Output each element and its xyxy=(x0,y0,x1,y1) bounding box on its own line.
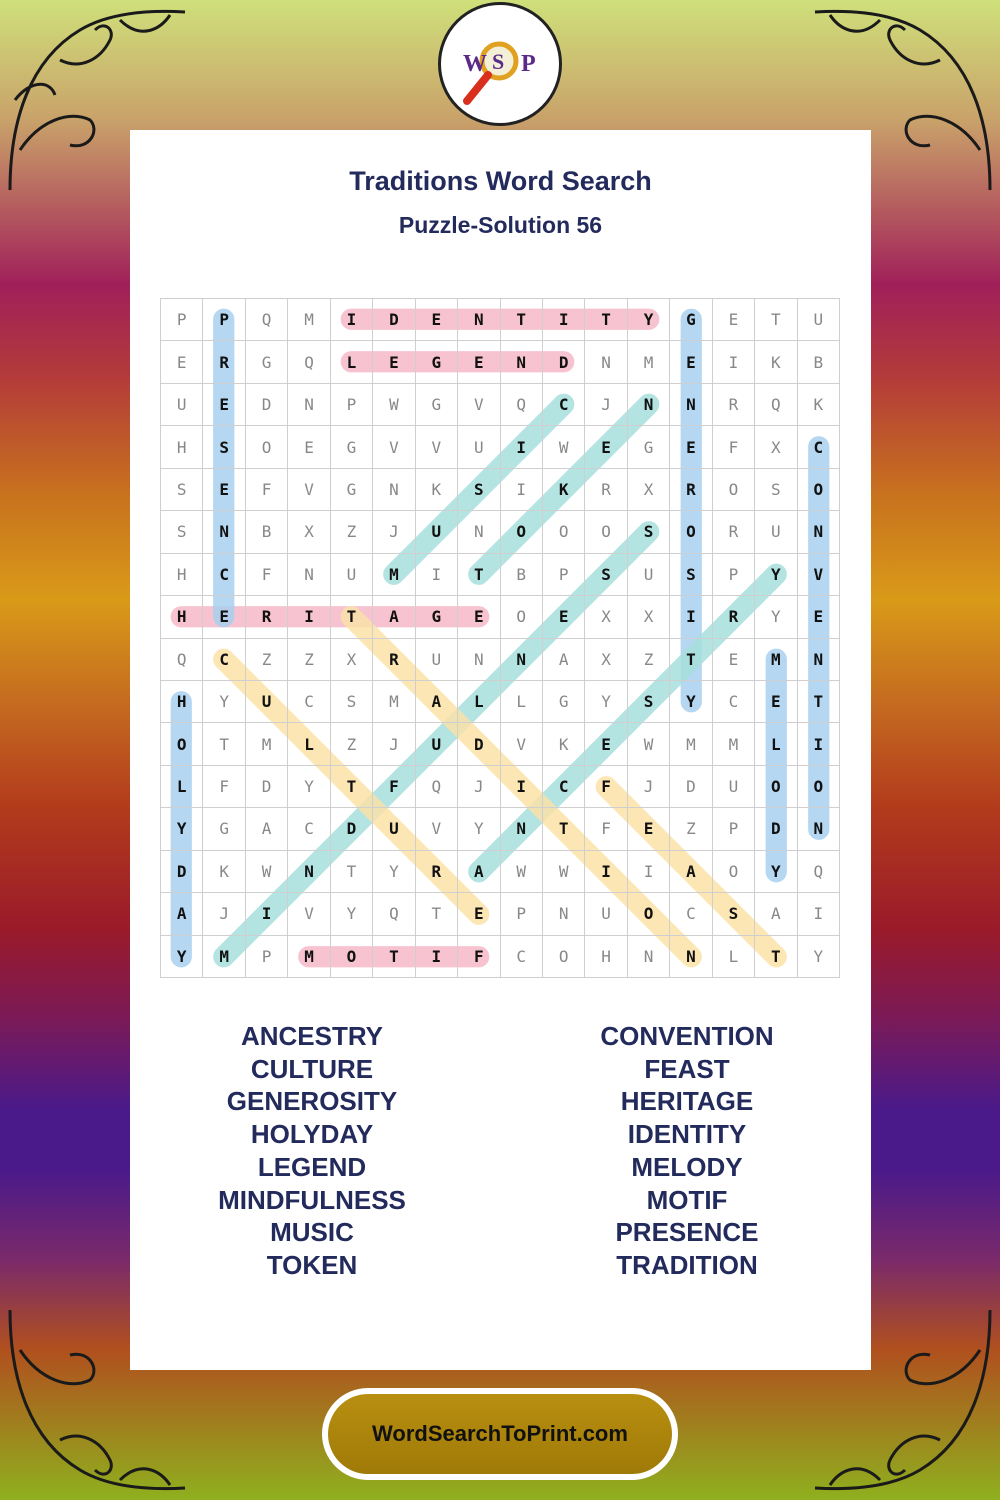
grid-cell: V xyxy=(798,554,840,596)
grid-cell: I xyxy=(543,299,585,341)
grid-cell: U xyxy=(161,384,203,426)
grid-cell: R xyxy=(713,384,755,426)
grid-cell: E xyxy=(585,723,627,765)
grid-cell: L xyxy=(755,723,797,765)
grid-cell: X xyxy=(628,469,670,511)
grid-cell: R xyxy=(203,341,245,383)
grid-cell: P xyxy=(203,299,245,341)
grid-cell: H xyxy=(161,596,203,638)
grid-cell: N xyxy=(458,639,500,681)
grid-cell: N xyxy=(458,299,500,341)
word-list-item: ANCESTRY xyxy=(240,1021,384,1051)
grid-cell: U xyxy=(416,511,458,553)
grid-cell: J xyxy=(203,893,245,935)
grid-cell: K xyxy=(543,469,585,511)
grid-cell: B xyxy=(798,341,840,383)
grid-cell: L xyxy=(501,681,543,723)
grid-cell: G xyxy=(246,341,288,383)
grid-cell: T xyxy=(416,893,458,935)
grid-cell: T xyxy=(501,299,543,341)
grid-cell: Q xyxy=(161,639,203,681)
grid-cell: X xyxy=(755,426,797,468)
grid-cell: D xyxy=(161,851,203,893)
grid-cell: I xyxy=(501,469,543,511)
grid-cell: S xyxy=(161,511,203,553)
grid-cell: L xyxy=(713,936,755,978)
grid-cell: D xyxy=(670,766,712,808)
grid-cell: F xyxy=(458,936,500,978)
grid-cell: Y xyxy=(755,596,797,638)
grid-cell: P xyxy=(713,808,755,850)
grid-cell: Q xyxy=(416,766,458,808)
grid-cell: I xyxy=(501,766,543,808)
grid-cell: V xyxy=(288,469,330,511)
word-list-item: CONVENTION xyxy=(600,1021,774,1051)
grid-cell: U xyxy=(373,808,415,850)
grid-cell: S xyxy=(458,469,500,511)
grid-cell: U xyxy=(798,299,840,341)
grid-cell: L xyxy=(458,681,500,723)
grid-cell: H xyxy=(585,936,627,978)
page-title: Traditions Word Search xyxy=(349,166,652,196)
grid-cell: E xyxy=(628,808,670,850)
grid-cell: E xyxy=(713,639,755,681)
grid-cell: U xyxy=(713,766,755,808)
grid-cell: E xyxy=(416,299,458,341)
grid-cell: N xyxy=(458,511,500,553)
grid-cell: O xyxy=(331,936,373,978)
grid-cell: E xyxy=(755,681,797,723)
grid-cell: N xyxy=(288,851,330,893)
grid-cell: A xyxy=(373,596,415,638)
grid-cell: J xyxy=(373,723,415,765)
grid-cell: D xyxy=(458,723,500,765)
grid-cell: G xyxy=(331,469,373,511)
grid-cell: S xyxy=(670,554,712,596)
grid-cell: E xyxy=(373,341,415,383)
grid-cell: O xyxy=(543,511,585,553)
grid-cell: L xyxy=(161,766,203,808)
word-list-left xyxy=(127,1020,497,1282)
grid-cell: Y xyxy=(331,893,373,935)
grid-cell: U xyxy=(458,426,500,468)
word-list-item: CULTURE xyxy=(250,1053,374,1084)
grid-cell: R xyxy=(713,596,755,638)
grid-cell: T xyxy=(331,596,373,638)
grid-cell: E xyxy=(670,426,712,468)
grid-cell: E xyxy=(203,384,245,426)
grid-cell: A xyxy=(755,893,797,935)
grid-cell: U xyxy=(755,511,797,553)
grid-cell: X xyxy=(585,639,627,681)
grid-cell: M xyxy=(373,554,415,596)
grid-cell: D xyxy=(246,766,288,808)
grid-cell: I xyxy=(585,851,627,893)
grid-cell: Y xyxy=(288,766,330,808)
grid-cell: C xyxy=(288,808,330,850)
grid-cell: I xyxy=(246,893,288,935)
word-list-item: MUSIC xyxy=(270,1217,354,1248)
grid-cell: Y xyxy=(161,808,203,850)
grid-cell: C xyxy=(203,554,245,596)
grid-cell: D xyxy=(373,299,415,341)
grid-cell: I xyxy=(628,851,670,893)
grid-cell: P xyxy=(331,384,373,426)
grid-cell: Z xyxy=(628,639,670,681)
grid-cell: Q xyxy=(501,384,543,426)
grid-cell: E xyxy=(798,596,840,638)
grid-cell: W xyxy=(543,851,585,893)
grid-cell: Z xyxy=(331,511,373,553)
grid-cell: Y xyxy=(203,681,245,723)
grid-cell: N xyxy=(585,341,627,383)
grid-cell: E xyxy=(713,299,755,341)
grid-cell: Q xyxy=(755,384,797,426)
grid-cell: E xyxy=(458,893,500,935)
grid-cell: I xyxy=(670,596,712,638)
grid-cell: L xyxy=(288,723,330,765)
grid-cell: Z xyxy=(288,639,330,681)
grid-cell: S xyxy=(628,681,670,723)
grid-cell: E xyxy=(203,469,245,511)
grid-cell: H xyxy=(161,426,203,468)
grid-cell: N xyxy=(798,511,840,553)
grid-cell: O xyxy=(543,936,585,978)
grid-cell: O xyxy=(501,511,543,553)
grid-cell: G xyxy=(416,596,458,638)
grid-cell: F xyxy=(713,426,755,468)
grid-cell: M xyxy=(713,723,755,765)
grid-cell: P xyxy=(501,893,543,935)
grid-cell: R xyxy=(585,469,627,511)
page-subtitle: Puzzle-Solution 56 xyxy=(398,212,603,238)
grid-cell: D xyxy=(331,808,373,850)
grid-cell: F xyxy=(246,554,288,596)
grid-cell: S xyxy=(755,469,797,511)
word-list-item: TOKEN xyxy=(266,1249,358,1280)
grid-cell: D xyxy=(246,384,288,426)
grid-cell: I xyxy=(501,426,543,468)
grid-cell: F xyxy=(585,808,627,850)
grid-cell: N xyxy=(670,936,712,978)
grid-cell: M xyxy=(755,639,797,681)
grid-cell: Q xyxy=(373,893,415,935)
grid-cell: E xyxy=(288,426,330,468)
grid-cell: A xyxy=(416,681,458,723)
grid-cell: V xyxy=(416,426,458,468)
grid-cell: V xyxy=(501,723,543,765)
grid-cell: T xyxy=(585,299,627,341)
grid-cell: G xyxy=(543,681,585,723)
grid-cell: I xyxy=(288,596,330,638)
wsp-logo xyxy=(438,2,562,126)
grid-cell: C xyxy=(543,766,585,808)
grid-cell: E xyxy=(161,341,203,383)
grid-cell: S xyxy=(713,893,755,935)
grid-cell: W xyxy=(246,851,288,893)
grid-cell: D xyxy=(543,341,585,383)
grid-cell: M xyxy=(628,341,670,383)
grid-cell: E xyxy=(458,341,500,383)
grid-cell: T xyxy=(798,681,840,723)
grid-cell: O xyxy=(670,511,712,553)
word-list-item: GENEROSITY xyxy=(226,1086,398,1117)
grid-cell: K xyxy=(543,723,585,765)
grid-cell: P xyxy=(161,299,203,341)
grid-cell: S xyxy=(203,426,245,468)
grid-cell: J xyxy=(585,384,627,426)
logo-letter-s: S xyxy=(492,49,505,74)
grid-cell: Z xyxy=(670,808,712,850)
grid-cell: T xyxy=(331,851,373,893)
grid-cell: S xyxy=(628,511,670,553)
grid-cell: I xyxy=(416,936,458,978)
grid-cell: N xyxy=(798,808,840,850)
grid-cell: G xyxy=(416,384,458,426)
grid-cell: G xyxy=(416,341,458,383)
grid-cell: W xyxy=(501,851,543,893)
grid-cell: M xyxy=(203,936,245,978)
grid-cell: E xyxy=(458,596,500,638)
grid-cell: Y xyxy=(161,936,203,978)
grid-cell: C xyxy=(713,681,755,723)
grid-cell: E xyxy=(203,596,245,638)
grid-cell: V xyxy=(416,808,458,850)
grid-cell: Y xyxy=(373,851,415,893)
grid-cell: G xyxy=(203,808,245,850)
grid-cell: M xyxy=(288,299,330,341)
puzzle-sheet xyxy=(130,130,871,1370)
grid-cell: I xyxy=(798,893,840,935)
grid-cell: F xyxy=(203,766,245,808)
grid-cell: N xyxy=(628,384,670,426)
grid-cell: O xyxy=(755,766,797,808)
grid-cell: N xyxy=(203,511,245,553)
grid-cell: Y xyxy=(458,808,500,850)
word-list-right xyxy=(502,1020,872,1282)
grid-cell: A xyxy=(543,639,585,681)
word-list-item: MELODY xyxy=(631,1151,743,1182)
grid-cell: S xyxy=(161,469,203,511)
grid-cell: Y xyxy=(670,681,712,723)
grid-cell: Q xyxy=(288,341,330,383)
grid-cell: V xyxy=(373,426,415,468)
grid-cell: I xyxy=(331,299,373,341)
grid-cell: N xyxy=(628,936,670,978)
grid-cell: S xyxy=(585,554,627,596)
grid-cell: J xyxy=(628,766,670,808)
grid-cell: K xyxy=(755,341,797,383)
grid-cell: P xyxy=(246,936,288,978)
grid-cell: X xyxy=(288,511,330,553)
grid-cell: Q xyxy=(246,299,288,341)
grid-cell: R xyxy=(246,596,288,638)
grid-cell: U xyxy=(416,723,458,765)
grid-cell: C xyxy=(203,639,245,681)
grid-cell: H xyxy=(161,554,203,596)
grid-cell: C xyxy=(543,384,585,426)
website-link-button[interactable] xyxy=(322,1388,678,1480)
grid-cell: B xyxy=(501,554,543,596)
word-list-item: PRESENCE xyxy=(615,1217,759,1248)
grid-cell: A xyxy=(670,851,712,893)
word-list-item: FEAST xyxy=(644,1053,730,1084)
grid-cell: M xyxy=(670,723,712,765)
grid-cell: R xyxy=(713,511,755,553)
grid-cell: K xyxy=(798,384,840,426)
grid-cell: T xyxy=(458,554,500,596)
grid-cell: D xyxy=(755,808,797,850)
word-list-item: MOTIF xyxy=(646,1184,728,1215)
grid-cell: Y xyxy=(585,681,627,723)
grid-cell: O xyxy=(713,469,755,511)
grid-cell: F xyxy=(246,469,288,511)
grid-cell: U xyxy=(331,554,373,596)
grid-cell: Z xyxy=(246,639,288,681)
word-list-item: TRADITION xyxy=(616,1249,758,1280)
grid-cell: T xyxy=(755,936,797,978)
grid-cell: G xyxy=(670,299,712,341)
grid-cell: C xyxy=(288,681,330,723)
letter-grid xyxy=(160,298,840,978)
grid-cell: T xyxy=(331,766,373,808)
grid-cell: K xyxy=(416,469,458,511)
grid-cell: W xyxy=(628,723,670,765)
logo-letter-w: W xyxy=(463,51,487,77)
grid-cell: B xyxy=(246,511,288,553)
grid-cell: U xyxy=(585,893,627,935)
grid-cell: X xyxy=(331,639,373,681)
grid-cell: N xyxy=(501,639,543,681)
grid-cell: R xyxy=(416,851,458,893)
grid-cell: A xyxy=(161,893,203,935)
grid-cell: N xyxy=(288,554,330,596)
grid-cell: Y xyxy=(755,851,797,893)
grid-cell: T xyxy=(670,639,712,681)
grid-cell: J xyxy=(373,511,415,553)
grid-cell: M xyxy=(246,723,288,765)
grid-cell: C xyxy=(501,936,543,978)
grid-cell: Q xyxy=(798,851,840,893)
grid-cell: T xyxy=(543,808,585,850)
grid-cell: M xyxy=(288,936,330,978)
grid-cell: V xyxy=(288,893,330,935)
grid-cell: A xyxy=(246,808,288,850)
grid-cell: I xyxy=(798,723,840,765)
grid-cell: S xyxy=(331,681,373,723)
grid-cell: N xyxy=(670,384,712,426)
grid-cell: U xyxy=(628,554,670,596)
grid-cell: R xyxy=(373,639,415,681)
grid-cell: X xyxy=(628,596,670,638)
grid-cell: A xyxy=(458,851,500,893)
grid-cell: T xyxy=(203,723,245,765)
grid-cell: Y xyxy=(628,299,670,341)
word-list-item: HERITAGE xyxy=(620,1086,754,1117)
grid-cell: C xyxy=(798,426,840,468)
grid-cell: N xyxy=(543,893,585,935)
grid-cell: Y xyxy=(798,936,840,978)
grid-cell: F xyxy=(373,766,415,808)
grid-cell: F xyxy=(585,766,627,808)
grid-cell: O xyxy=(798,766,840,808)
grid-cell: N xyxy=(288,384,330,426)
grid-cell: T xyxy=(373,936,415,978)
grid-cell: J xyxy=(458,766,500,808)
grid-cell: O xyxy=(501,596,543,638)
grid-cell: W xyxy=(373,384,415,426)
grid-cell: E xyxy=(670,341,712,383)
grid-cell: C xyxy=(670,893,712,935)
grid-cell: P xyxy=(713,554,755,596)
grid-cell: Y xyxy=(755,554,797,596)
grid-cell: L xyxy=(331,341,373,383)
grid-cell: E xyxy=(543,596,585,638)
grid-cell: M xyxy=(373,681,415,723)
grid-cell: X xyxy=(585,596,627,638)
grid-cell: T xyxy=(755,299,797,341)
word-list-item: LEGEND xyxy=(257,1151,367,1182)
grid-cell: G xyxy=(628,426,670,468)
grid-cell: N xyxy=(798,639,840,681)
grid-cell: Z xyxy=(331,723,373,765)
grid-cell: E xyxy=(585,426,627,468)
grid-cell: W xyxy=(543,426,585,468)
grid-cell: O xyxy=(713,851,755,893)
word-list-item: IDENTITY xyxy=(627,1119,747,1150)
grid-cell: U xyxy=(246,681,288,723)
logo-letter-p: P xyxy=(521,51,536,77)
grid-cell: O xyxy=(798,469,840,511)
grid-cell: I xyxy=(416,554,458,596)
website-link-label: WordSearchToPrint.com xyxy=(328,1394,672,1474)
grid-cell: O xyxy=(628,893,670,935)
grid-cell: V xyxy=(458,384,500,426)
grid-cell: O xyxy=(161,723,203,765)
grid-cell: K xyxy=(203,851,245,893)
grid-cell: O xyxy=(246,426,288,468)
word-list-item: HOLYDAY xyxy=(250,1119,374,1150)
grid-cell: I xyxy=(713,341,755,383)
grid-cell: G xyxy=(331,426,373,468)
word-list-item: MINDFULNESS xyxy=(218,1184,406,1215)
grid-cell: N xyxy=(501,808,543,850)
grid-cell: H xyxy=(161,681,203,723)
grid-cell: N xyxy=(501,341,543,383)
grid-cell: U xyxy=(416,639,458,681)
grid-cell: N xyxy=(373,469,415,511)
grid-cell: P xyxy=(543,554,585,596)
grid-cell: O xyxy=(585,511,627,553)
grid-cell: R xyxy=(670,469,712,511)
